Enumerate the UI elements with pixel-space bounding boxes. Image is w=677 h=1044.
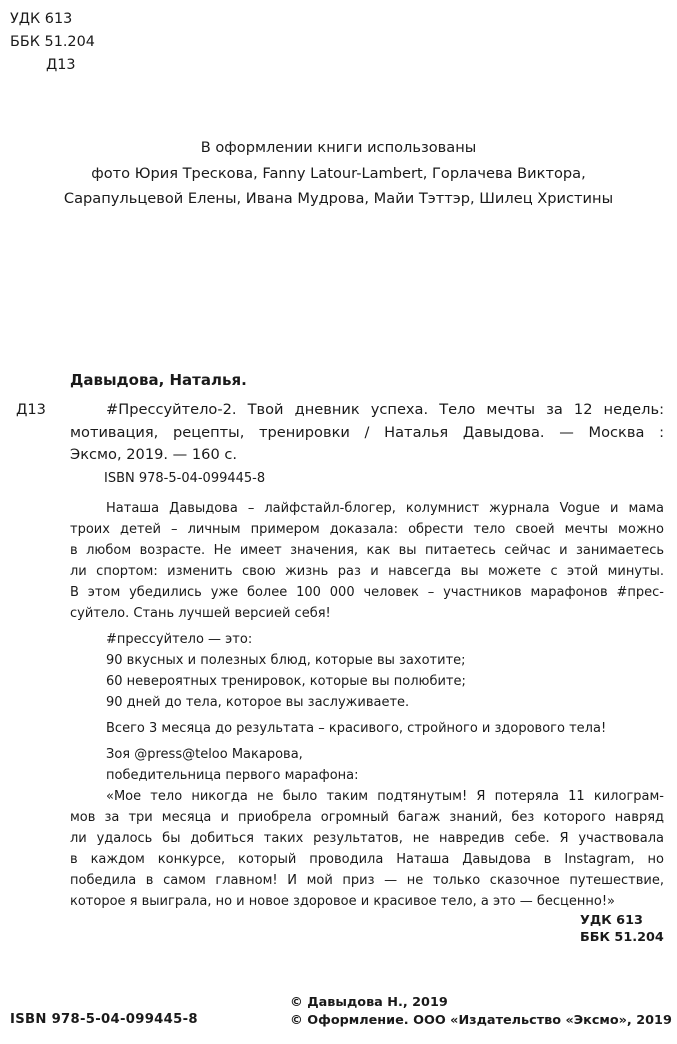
classification-codes-top [10, 8, 95, 77]
description-line: #Прессуйтело-2. Твой дневник успеха. Тело мечты за 12 недель: [106, 401, 664, 418]
credits-line: Сарапульцевой Елены, Ивана Мудрова, Майи Тэттэр, Шилец Христины [63, 190, 614, 207]
list-line: 90 дней до тела, которое вы заслуживаете. [106, 695, 410, 710]
quote-line: которое я выиграла, но и новое здоровое и красивое тело, а это — бесценно!» [70, 894, 615, 909]
testimonial [70, 744, 664, 912]
intro-line: ли спортом: изменить свою жизнь раз и навсегда вы можете с этой минуты. [70, 564, 664, 579]
intro-line: Наташа Давыдова – лайфстайл-блогер, колумнист журнала Vogue и мама [106, 501, 664, 516]
testimonial-author: Зоя @press@teloo Макарова, [106, 747, 303, 762]
copyright-line: © Давыдова Н., 2019 [290, 995, 448, 1010]
intro-line: троих детей – личным примером доказала: обрести тело своей мечты можно [70, 522, 664, 537]
credits-line: В оформлении книги использованы [200, 139, 477, 156]
isbn-bottom: ISBN 978-5-04-099445-8 [10, 1012, 198, 1027]
quote-line: победила в самом главном! И мой приз — не только сказочное путешествие, [70, 873, 664, 888]
photo-credits [0, 135, 677, 212]
author-sign: Д13 [46, 57, 76, 73]
testimonial-author: победительница первого марафона: [106, 768, 359, 783]
credits-line: фото Юрия Трескова, Fanny Latour-Lambert, Горлачева Виктора, [91, 164, 586, 182]
bibliographic-code: Д13 [16, 401, 46, 418]
quote-line: в каждом конкурсе, который проводила Наташа Давыдова в Instagram, но [70, 852, 664, 867]
bbk-code: ББК 51.204 [10, 34, 95, 50]
copyright-line: © Оформление. ООО «Издательство «Эксмо», 2019 [290, 1013, 672, 1028]
intro-line: суйтело. Стань лучшей версией себя! [70, 606, 331, 621]
intro-line: В этом убедились уже более 100 000 человек – участников марафонов #прес- [70, 585, 664, 600]
copyright-notice [290, 994, 672, 1030]
bbk-code: ББК 51.204 [580, 930, 664, 945]
description-line: мотивация, рецепты, тренировки / Наталья Давыдова. — Москва : [70, 423, 664, 441]
udk-code: УДК 613 [10, 11, 73, 27]
classification-codes-bottom [580, 912, 664, 946]
annotation-summary: Всего 3 месяца до результата – красивого, стройного и здорового тела! [106, 721, 607, 736]
quote-line: «Мое тело никогда не было таким подтянутым! Я потеряла 11 килограм- [106, 789, 664, 804]
udk-code: УДК 613 [580, 913, 643, 928]
bibliographic-description [70, 399, 664, 467]
list-line: #прессуйтело — это: [106, 632, 253, 647]
list-line: 60 невероятных тренировок, которые вы полюбите; [106, 674, 466, 689]
quote-line: ли удалось бы добиться таких результатов, не навредив себе. Я участвовала [70, 831, 664, 846]
intro-line: в любом возрасте. Не имеет значения, как вы питаетесь сейчас и занимаетесь [70, 543, 664, 558]
list-line: 90 вкусных и полезных блюд, которые вы захотите; [106, 653, 466, 668]
annotation [70, 498, 664, 917]
bibliographic-author: Давыдова, Наталья. [70, 371, 247, 389]
description-line: Эксмо, 2019. — 160 с. [70, 446, 238, 463]
annotation-list [70, 629, 664, 713]
quote-line: мов за три месяца и приобрела огромный багаж знаний, без которого навряд [70, 810, 664, 825]
annotation-intro [70, 498, 664, 624]
isbn-record: ISBN 978-5-04-099445-8 [104, 471, 266, 486]
